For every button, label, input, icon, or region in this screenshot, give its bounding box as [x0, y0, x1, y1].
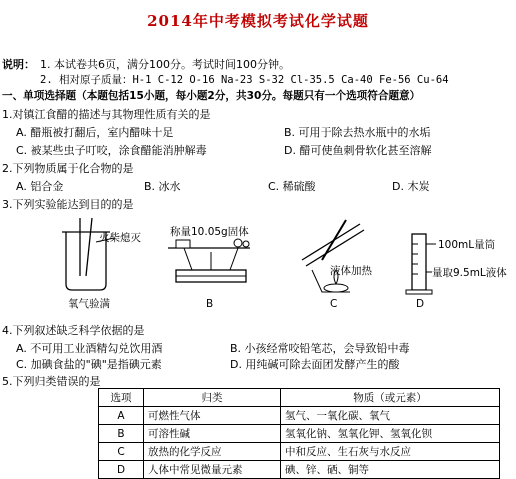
- table-header-cell: 选项: [99, 389, 144, 407]
- table-cell: 放热的化学反应: [144, 443, 281, 461]
- q2-option-a: A. 铝合金: [16, 180, 64, 193]
- table-cell: 氢氧化钠、氢氧化钾、氢氧化钡: [281, 425, 500, 443]
- figure-b-letter: B: [206, 298, 214, 310]
- table-cell: 中和反应、生石灰与水反应: [281, 443, 500, 461]
- table-cell: 可溶性碱: [144, 425, 281, 443]
- figure-b-balance: [168, 225, 250, 310]
- question-2-stem: 2.下列物质属于化合物的是: [2, 162, 134, 175]
- section-heading: 一、单项选择题（本题包括15小题，每小题2分，共30分。每题只有一个选项符合题意）: [2, 90, 421, 102]
- q4-option-d: D. 用纯碱可除去面团发酵产生的酸: [230, 358, 400, 371]
- instructions-line-1: 1. 本试卷共6页，满分100分。考试时间100分钟。: [40, 58, 290, 71]
- instructions-label: 说明：: [2, 58, 35, 71]
- table-cell: 人体中常见微量元素: [144, 461, 281, 479]
- table-cell: 可燃性气体: [144, 407, 281, 425]
- figure-d-letter: D: [416, 298, 425, 310]
- figure-a-caption: 氧气验满: [68, 298, 110, 310]
- q1-option-b: B. 可用于除去热水瓶中的水垢: [284, 126, 431, 139]
- table-cell: C: [99, 443, 144, 461]
- q2-option-d: D. 木炭: [392, 180, 430, 193]
- figure-c-letter: C: [330, 298, 338, 310]
- figure-c-label: 液体加热: [330, 265, 372, 277]
- table-header-row: [99, 389, 500, 407]
- figure-c-heating: [302, 220, 372, 310]
- q1-option-d: D. 醋可使鱼刺骨软化甚至溶解: [284, 144, 432, 157]
- table-row: [99, 461, 500, 479]
- table-header-cell: 物质（或元素）: [281, 389, 500, 407]
- table-row: [99, 443, 500, 461]
- question-1-stem: 1.对镇江食醋的描述与其物理性质有关的是: [2, 108, 211, 121]
- experiment-figure: [0, 212, 516, 316]
- question-3-stem: 3.下列实验能达到目的的是: [2, 198, 134, 211]
- table-row: [99, 425, 500, 443]
- q2-option-b: B. 冰水: [144, 180, 181, 193]
- figure-d-label-1: 100mL量筒: [438, 239, 496, 251]
- page-title: 2014年中考模拟考试化学试题: [147, 12, 369, 30]
- figure-a-gas-jar: [62, 218, 141, 310]
- figure-d-cylinder: [406, 234, 507, 310]
- instructions-line-2: 2. 相对原子质量：H-1 C-12 O-16 Na-23 S-32 Cl-35.5 Ca-40 Fe-56 Cu-64: [40, 74, 449, 86]
- question-4-stem: 4.下列叙述缺乏科学依据的是: [2, 324, 145, 337]
- question-5-stem: 5.下列归类错误的是: [2, 375, 101, 388]
- q4-option-c: C. 加碘食盐的"碘"是指碘元素: [16, 358, 162, 371]
- q4-option-b: B. 小孩经常咬铅笔芯，会导致铅中毒: [230, 342, 410, 355]
- q2-option-c: C. 稀硫酸: [268, 180, 316, 193]
- figure-b-label: 称量10.05g固体: [170, 226, 249, 238]
- table-cell: A: [99, 407, 144, 425]
- figure-a-label: 火柴熄灭: [99, 232, 141, 244]
- q1-option-a: A. 醋瓶被打翻后，室内醋味十足: [16, 126, 174, 139]
- table-row: [99, 407, 500, 425]
- table-cell: B: [99, 425, 144, 443]
- figure-d-label-2: 量取9.5mL液体: [432, 267, 507, 279]
- table-header-cell: 归类: [144, 389, 281, 407]
- q1-option-c: C. 被某些虫子叮咬，涂食醋能消肿解毒: [16, 144, 207, 157]
- q4-option-a: A. 不可用工业酒精勾兑饮用酒: [16, 342, 163, 355]
- table-cell: 氢气、一氧化碳、氧气: [281, 407, 500, 425]
- table-cell: D: [99, 461, 144, 479]
- table-cell: 碘、锌、硒、铜等: [281, 461, 500, 479]
- classification-table: [98, 388, 500, 479]
